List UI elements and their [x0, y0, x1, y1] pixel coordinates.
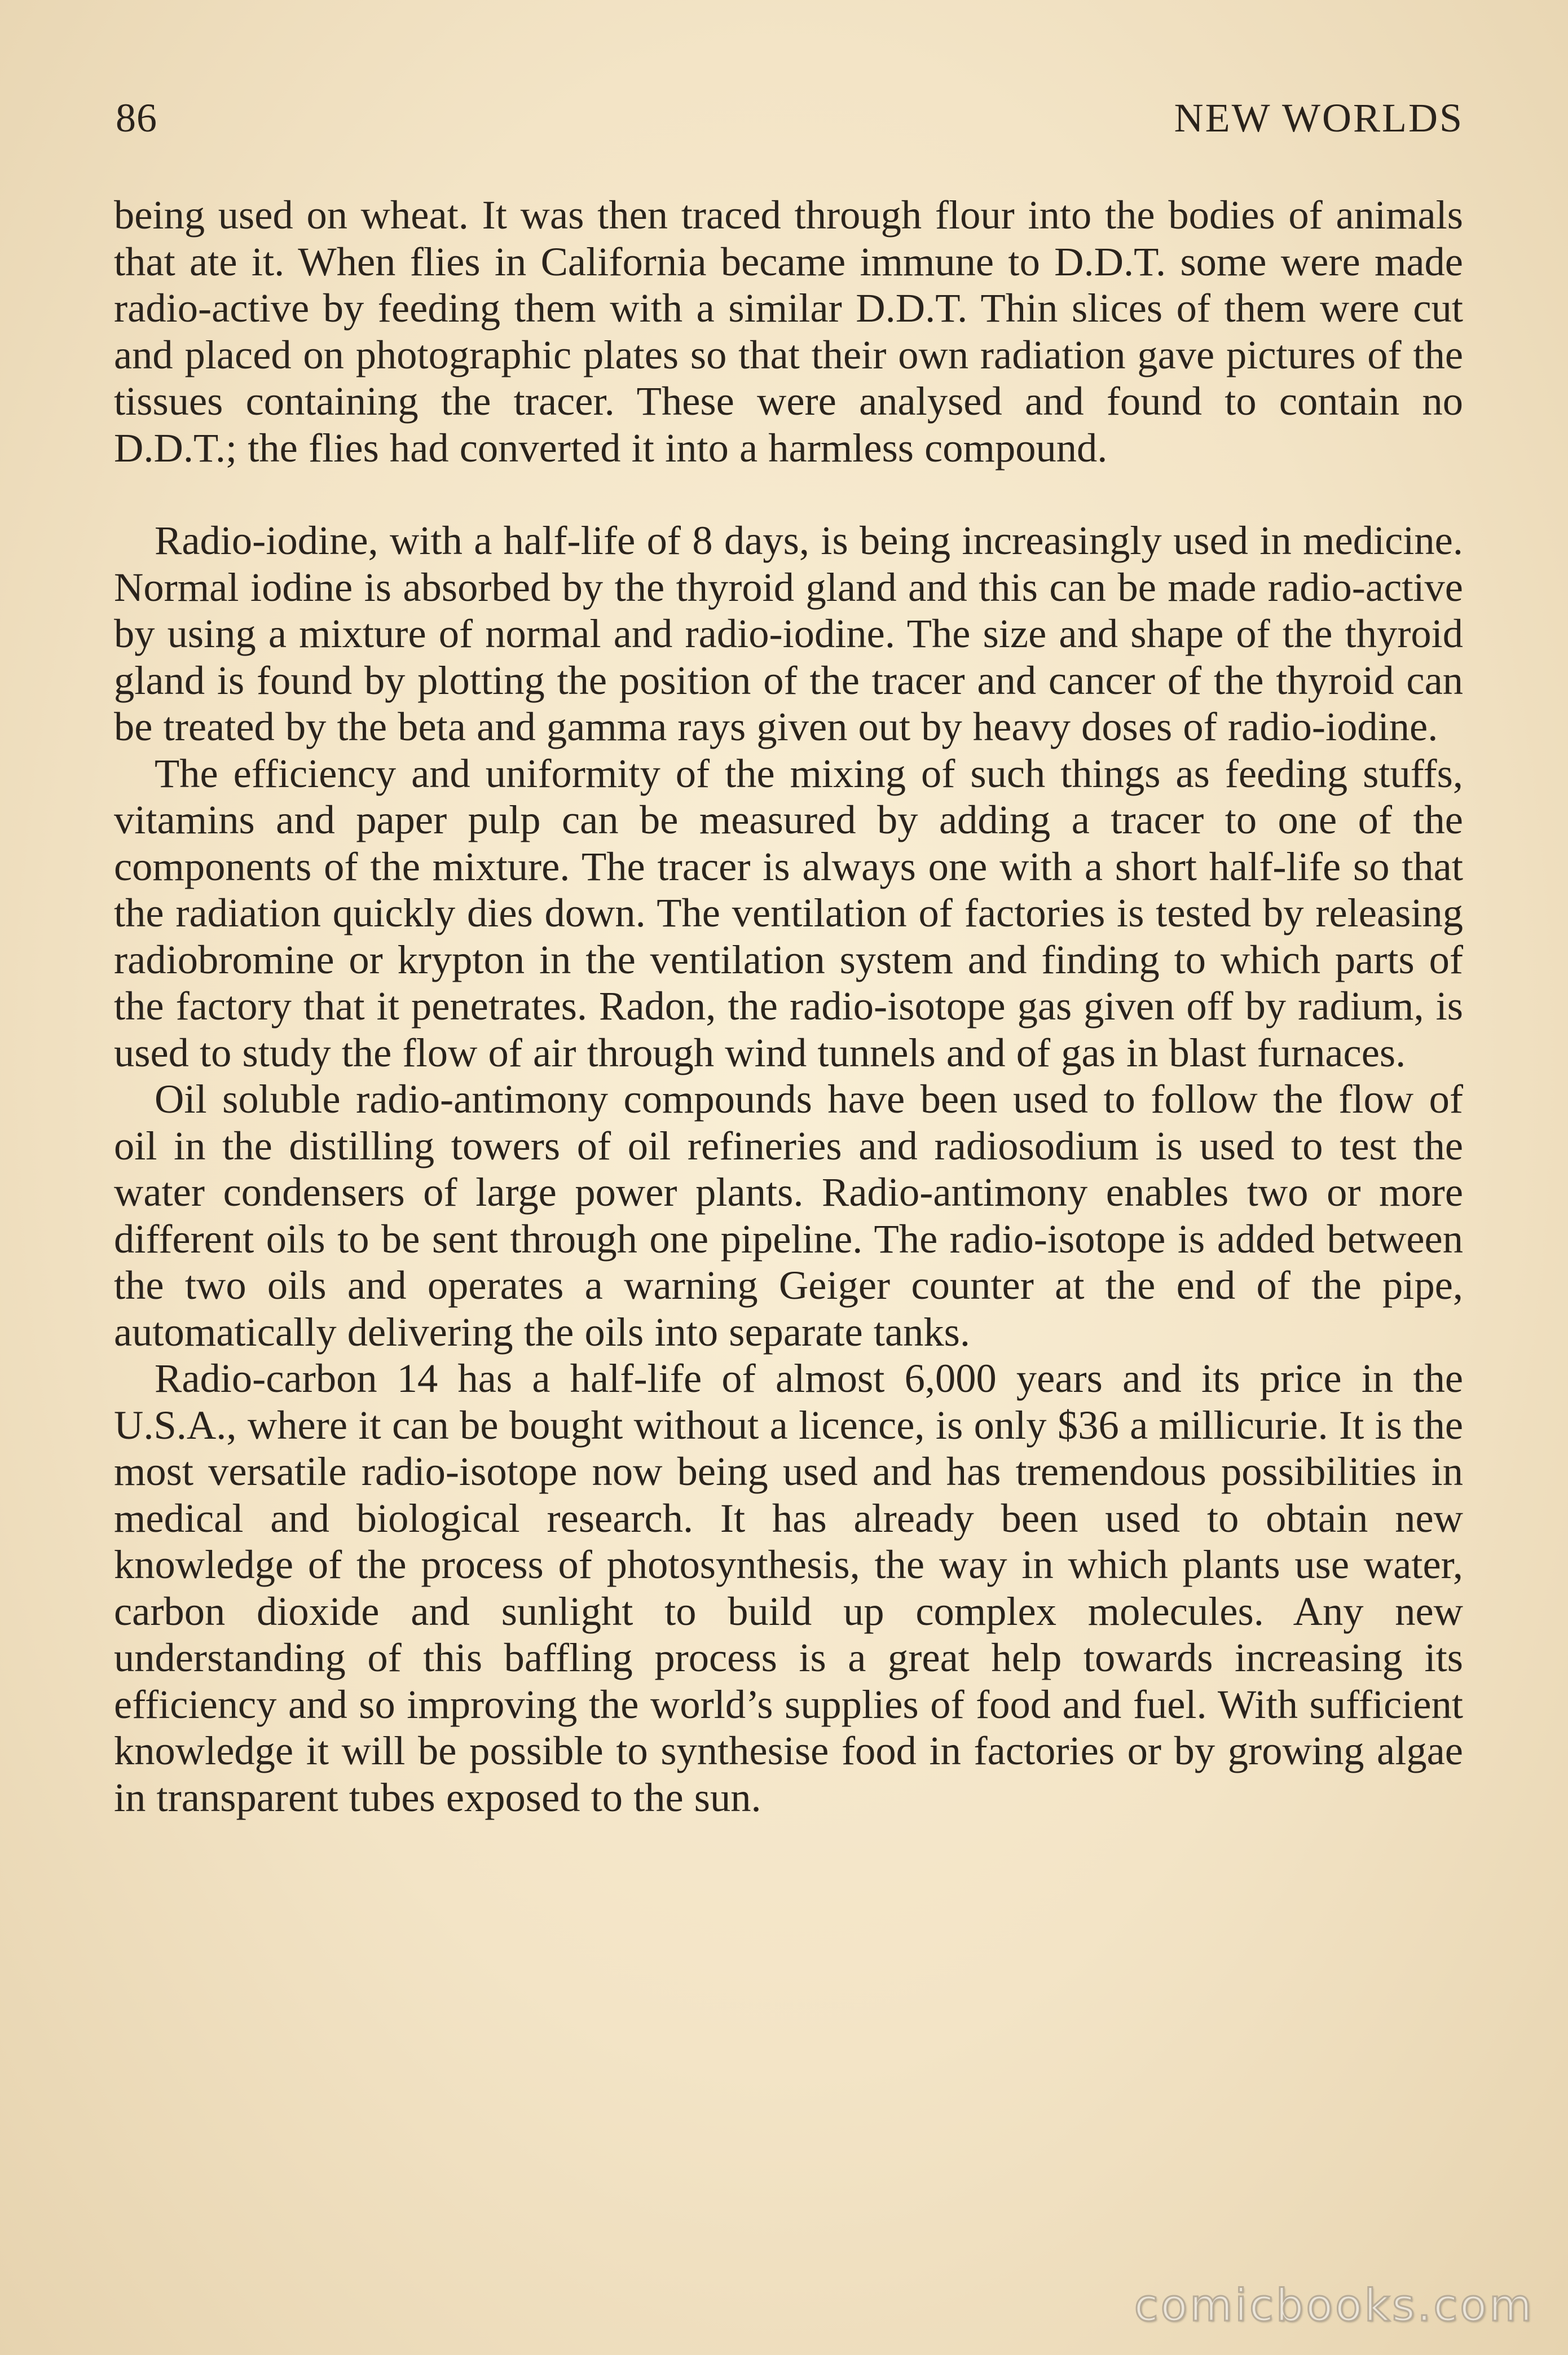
paragraph-radio-iodine: Radio-iodine, with a half-life of 8 days, is being increasingly used in medicine. Normal iodine is absorbed by the thyroid gland and this can be made radio-active by using a mixture of normal and radio-iodine. The size and shape of the thyroid gland is found by plotting the position of the tracer and cancer of the thyroid can be treated by the beta and gamma rays given out by heavy doses of radio-iodine.: [114, 517, 1463, 749]
paragraph-mixing-tracers: The efficiency and uniformity of the mixing of such things as feeding stuffs, vitamins and paper pulp can be measured by adding a tracer to one of the components of the mixture. The tracer is always one with a short half-life so that the radiation quickly dies down. The ventilation of factories is tested by releasing radiobromine or krypton in the ventilation system and finding to which parts of the factory that it penetrates. Radon, the radio-isotope gas given off by radium, is used to study the flow of air through wind tunnels and of gas in blast furnaces.: [114, 750, 1463, 1075]
paragraph-radio-antimony: Oil soluble radio-antimony compounds have been used to follow the flow of oil in the distilling towers of oil refineries and radiosodium is used to test the water condensers of large power plants. Radio-antimony enables two or more different oils to be sent through one pipeline. The radio-isotope is added between the two oils and operates a warning Geiger counter at the end of the pipe, automatically delivering the oils into separate tanks.: [114, 1076, 1463, 1355]
paragraph-ddt-continuation: being used on wheat. It was then traced through flour into the bodies of animals that ate it. When flies in California became immune to D.D.T. some were made radio-active by feeding them with a similar D.D.T. Thin slices of them were cut and placed on photographic plates so that their own radiation gave pictures of the tissues containing the tracer. These were analysed and found to contain no D.D.T.; the flies had converted it into a harmless compound.: [114, 192, 1463, 471]
page-number: 86: [116, 95, 157, 140]
paragraph-radio-carbon: Radio-carbon 14 has a half-life of almost 6,000 years and its price in the U.S.A., where it can be bought without a licence, is only $36 a millicurie. It is the most versatile radio-isotope now being used and has tremendous possibilities in medical and biological research. It has already been used to obtain new knowledge of the process of photosynthesis, the way in which plants use water, carbon dioxide and sunlight to build up complex molecules. Any new understanding of this baffling process is a great help towards increasing its efficiency and so improving the world’s supplies of food and fuel. With sufficient knowledge it will be possible to synthesise food in factories or by growing algae in transparent tubes exposed to the sun.: [114, 1355, 1463, 1820]
running-head: [116, 95, 1464, 151]
body-text: [114, 192, 1463, 1821]
running-title: NEW WORLDS: [1174, 95, 1464, 140]
watermark: comicbooks.com: [1134, 2281, 1534, 2331]
